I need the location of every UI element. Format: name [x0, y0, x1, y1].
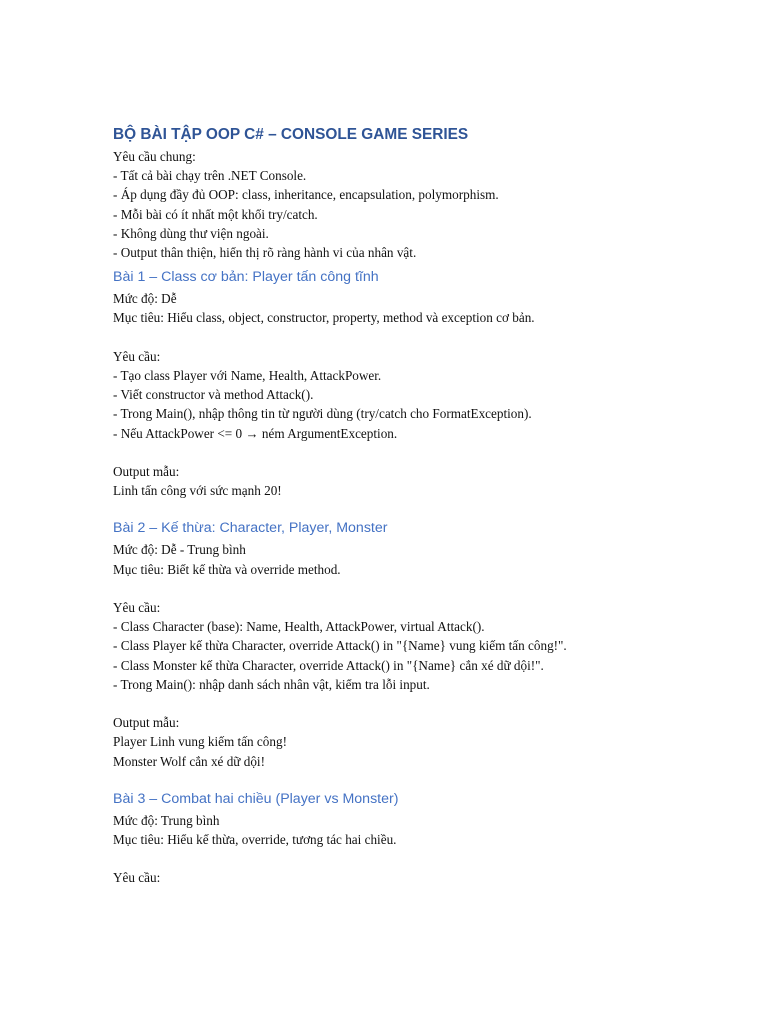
exercise-3-heading: Bài 3 – Combat hai chiều (Player vs Monster): [113, 790, 399, 807]
exercise-1-output-line: Linh tấn công với sức mạnh 20!: [113, 483, 282, 499]
exercise-1-level: Mức độ: Dễ: [113, 291, 177, 307]
exercise-1-heading: Bài 1 – Class cơ bản: Player tấn công tĩnh: [113, 269, 379, 286]
exercise-1-requirement: - Tạo class Player với Name, Health, AttackPower.: [113, 368, 382, 384]
exercise-2-level: Mức độ: Dễ - Trung bình: [113, 542, 246, 558]
exercise-2-heading: Bài 2 – Kế thừa: Character, Player, Monster: [113, 520, 388, 537]
document-body: [113, 124, 713, 888]
exercise-2-requirement: - Class Player kế thừa Character, override Attack() in "{Name} vung kiếm tấn công!".: [113, 638, 567, 654]
exercise-2-output-label: Output mẫu:: [113, 715, 180, 731]
exercise-3-level: Mức độ: Trung bình: [113, 812, 220, 828]
general-requirement-item: - Tất cả bài chạy trên .NET Console.: [113, 168, 307, 184]
exercise-2-output-line: Player Linh vung kiếm tấn công!: [113, 734, 287, 750]
exercise-3-goal: Mục tiêu: Hiểu kế thừa, override, tương tác hai chiều.: [113, 832, 397, 848]
document-title: BỘ BÀI TẬP OOP C# – CONSOLE GAME SERIES: [113, 126, 469, 143]
exercise-2-requirement: - Class Character (base): Name, Health, AttackPower, virtual Attack().: [113, 619, 485, 635]
exercise-2-requirement: - Trong Main(): nhập danh sách nhân vật, kiểm tra lỗi input.: [113, 676, 430, 692]
exercise-1-output-label: Output mẫu:: [113, 464, 180, 480]
exercise-1-requirement: - Nếu AttackPower <= 0 → ném ArgumentException.: [113, 425, 398, 441]
exercise-1-goal: Mục tiêu: Hiểu class, object, constructor, property, method và exception cơ bản.: [113, 310, 535, 326]
exercise-2-output-line: Monster Wolf cắn xé dữ dội!: [113, 753, 265, 769]
exercise-2-requirement: - Class Monster kế thừa Character, override Attack() in "{Name} cắn xé dữ dội!".: [113, 657, 544, 673]
exercise-1-requirement: - Viết constructor và method Attack().: [113, 387, 314, 403]
general-requirement-item: - Áp dụng đầy đủ OOP: class, inheritance, encapsulation, polymorphism.: [113, 187, 499, 203]
general-requirement-item: - Mỗi bài có ít nhất một khối try/catch.: [113, 206, 318, 222]
general-requirement-item: - Không dùng thư viện ngoài.: [113, 225, 269, 241]
general-requirement-item: - Output thân thiện, hiển thị rõ ràng hành vi của nhân vật.: [113, 245, 417, 261]
exercise-1-requirement: - Trong Main(), nhập thông tin từ người dùng (try/catch cho FormatException).: [113, 406, 532, 422]
general-requirements-heading: Yêu cầu chung:: [113, 149, 196, 164]
exercise-2-goal: Mục tiêu: Biết kế thừa và override method.: [113, 561, 341, 577]
exercise-3-requirements-label: Yêu cầu:: [113, 870, 161, 886]
exercise-2-requirements-label: Yêu cầu:: [113, 600, 161, 616]
exercise-1-requirements-label: Yêu cầu:: [113, 348, 161, 364]
